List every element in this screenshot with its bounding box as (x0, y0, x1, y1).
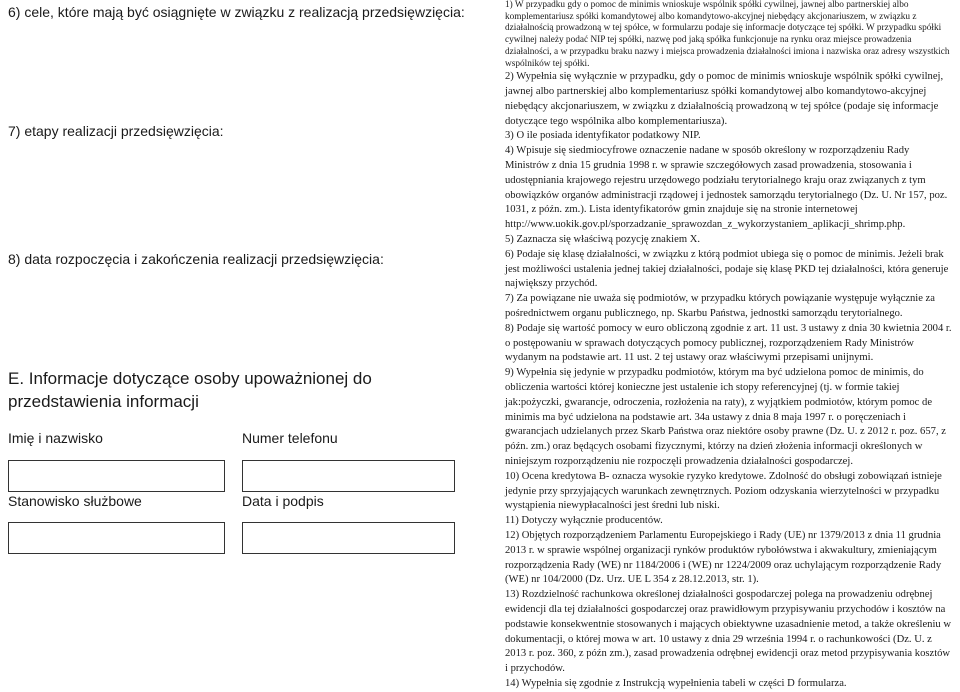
footnote-7: 7) Za powiązane nie uważa się podmiotów, w przypadku których powiązanie występuje wyłącznie za pośrednictwem organu publicznego, np. Skarbu Państwa, jednostki samorządu terytorialnego. (505, 293, 935, 319)
footnotes-column (505, 0, 955, 689)
footnote-9: 9) Wypełnia się jedynie w przypadku podmiotów, którym ma być udzielona pomoc de minimis, do obliczenia wartości której konieczne jest ustalenie ich stopy referencyjnej (tj. w formie takiej jak:pożyczki, gwarancje, odroczenia, rozłożenia na raty), z wyjątkiem podmiotów, którym pomoc de minimis ma być udzielona na podstawie art. 34a ustawy z dnia 8 maja 1997 r. o poręczeniach i gwarancjach udzielanych przez Skarb Państwa oraz niektóre osoby prawne (Dz. U. z 2012 r. poz. 657, z późn. zm.) oraz będących osobami fizycznymi, którzy na dzień złożenia informacji określonych w niniejszym rozporządzeniu nie rozpoczęli prowadzenia działalności gospodarczej. (505, 367, 946, 467)
phone-label: Numer telefonu (242, 430, 338, 446)
footnote-1: 1) W przypadku gdy o pomoc de minimis wnioskuje wspólnik spółki cywilnej, jawnej albo partnerskiej albo komplementariusz spółki komandytowej albo komandytowo-akcyjnej niebędący akcjonariuszem, w związku z działalnością prowadzoną w tej spółce, w formularzu podaje się informacje dotyczące tej spółki. W przypadku spółki cywilnej należy podać NIP tej spółki, nazwę pod jaką spółka funkcjonuje na rynku oraz miejsce prowadzenia działalności, a w przypadku braku nazwy i miejsca prowadzenia działalności imiona i nazwiska oraz adresy wszystkich wspólników tej spółki. (505, 0, 950, 69)
date-sign-field[interactable] (242, 522, 455, 554)
question-7-label: 7) etapy realizacji przedsięwzięcia: (8, 123, 224, 139)
footnote-12: 12) Objętych rozporządzeniem Parlamentu Europejskiego i Rady (UE) nr 1379/2013 z dnia 11 grudnia 2013 r. w sprawie wspólnej organizacji rynków produktów rybołówstwa i akwakultury, zmieniającym rozporządzenia Rady (WE) nr 1184/2006 i (WE) nr 1224/2009 oraz uchylającym rozporządzenie Rady (WE) nr 104/2000 (Dz. Urz. UE L 354 z 28.12.2013, str. 1). (505, 529, 942, 586)
question-8-label: 8) data rozpoczęcia i zakończenia realizacji przedsięwzięcia: (8, 251, 384, 267)
footnote-5: 5) Zaznacza się właściwą pozycję znakiem X. (505, 233, 701, 245)
name-field[interactable] (8, 460, 225, 492)
footnote-6: 6) Podaje się klasę działalności, w związku z którą podmiot ubiega się o pomoc de minimis. Jeżeli brak jest możliwości ustalenia jednej takiej działalności, podaje się klasę PKD tej działalności, która generuje największy przychód. (505, 248, 949, 290)
date-sign-label: Data i podpis (242, 493, 324, 509)
footnote-8: 8) Podaje się wartość pomocy w euro obliczoną zgodnie z art. 11 ust. 3 ustawy z dnia 30 kwietnia 2004 r. o postępowaniu w sprawach dotyczących pomocy publicznej, rozporządzeniem Rady Ministrów wydanym na podstawie art. 11 ust. 2 tej ustawy oraz właściwymi przepisami unijnymi. (505, 322, 952, 364)
footnote-3: 3) O ile posiada identyfikator podatkowy NIP. (505, 130, 701, 142)
footnote-11: 11) Dotyczy wyłącznie producentów. (505, 515, 663, 527)
footnote-13: 13) Rozdzielność rachunkowa określonej działalności gospodarczej polega na prowadzeniu odrębnej ewidencji dla tej działalności gospodarczej oraz prawidłowym przypisywaniu przychodów i kosztów na podstawie konsekwentnie stosowanych i mających obiektywne uzasadnienie metod, a także określeniu w dokumentacji, o której mowa w art. 10 ustawy z dnia 29 września 1994 r. o rachunkowości (Dz. U. z 2013 r. poz. 360, z późn zm.), zasad prowadzenia odrębnej ewidencji oraz metod przypisywania kosztów i przychodów. (505, 589, 951, 675)
name-label: Imię i nazwisko (8, 430, 103, 446)
form-left-column (8, 0, 468, 655)
phone-field[interactable] (242, 460, 455, 492)
position-label: Stanowisko służbowe (8, 493, 142, 509)
position-field[interactable] (8, 522, 225, 554)
question-6-label: 6) cele, które mają być osiągnięte w związku z realizacją przedsięwzięcia: (8, 4, 465, 20)
footnote-4: 4) Wpisuje się siedmiocyfrowe oznaczenie nadane w sposób określony w rozporządzeniu Rady Ministrów z dnia 15 grudnia 1998 r. w sprawie szczegółowych zasad prowadzenia, stosowania i udostępniania krajowego rejestru urzędowego podziału terytorialnego kraju oraz związanych z tym obowiązków organów administracji rządowej i jednostek samorządu terytorialnego (Dz. U. Nr 157, poz. 1031, z późn. zm.). Lista identyfikatorów gmin znajduje się na stronie internetowej http://www.uokik.gov.pl/sporzadzanie_sprawozdan_z_wykorzystaniem_aplikacji_shrimp.php. (505, 145, 948, 231)
section-e-heading: E. Informacje dotyczące osoby upoważnionej do przedstawienia informacji (8, 369, 372, 411)
footnote-14: 14) Wypełnia się zgodnie z Instrukcją wypełnienia tabeli w części D formularza. (505, 677, 847, 689)
footnote-10: 10) Ocena kredytowa B- oznacza wysokie ryzyko kredytowe. Zdolność do obsługi zobowiązań istnieje jedynie przy sprzyjających warunkach zewnętrznych. Poziom odzyskania wierzytelności w przypadku wystąpienia niewypłacalności jest średni lub niski. (505, 470, 942, 512)
footnote-2: 2) Wypełnia się wyłącznie w przypadku, gdy o pomoc de minimis wnioskuje wspólnik spółki cywilnej, jawnej albo partnerskiej albo komplementariusz spółki komandytowej albo komandytowo-akcyjnej niebędący akcjonariuszem, w związku z działalnością prowadzoną w tej spółce (podaje się informacje dotyczące tego wspólnika albo komplementariusza). (505, 71, 944, 127)
